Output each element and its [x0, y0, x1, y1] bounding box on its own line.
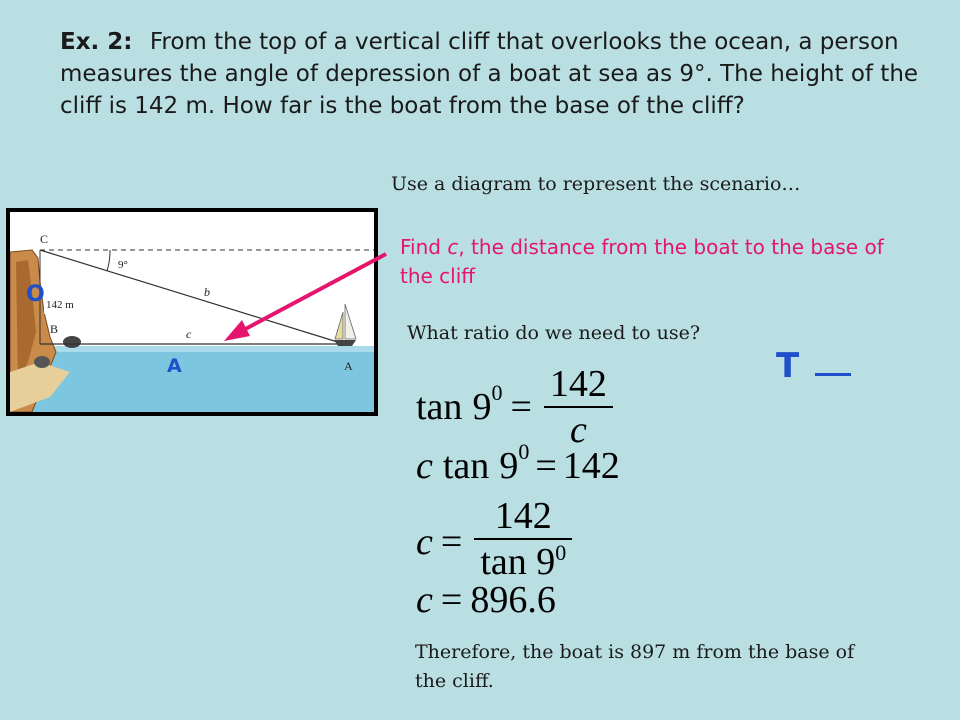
- eq1-nine: 9: [472, 386, 492, 428]
- eq4-result: 896.6: [470, 579, 556, 621]
- label-angle: 9°: [118, 259, 128, 271]
- eq3-c: c: [416, 520, 433, 563]
- label-c-vertex: C: [40, 232, 49, 246]
- rock-1: [34, 356, 50, 368]
- problem-text: From the top of a vertical cliff that overlooks the ocean, a person measures the angle of depression of a boat at sea as 9°. The height of the cliff is 142 m. How far is the boat from the base of the cliff?: [60, 29, 919, 119]
- eq2-value: 142: [562, 445, 620, 487]
- diagram-sea-highlight: [10, 346, 374, 352]
- eq1-degree: 0: [491, 380, 503, 405]
- rock-2: [63, 336, 81, 348]
- label-a-vertex: A: [344, 359, 353, 373]
- find-c-text: [400, 233, 900, 291]
- find-c-variable: c: [447, 235, 459, 259]
- eq2-equals: =: [535, 445, 557, 487]
- eq3-degree: 0: [555, 540, 567, 565]
- equation-3: [416, 494, 576, 589]
- cliff-diagram: [6, 208, 378, 416]
- cliff-diagram-svg: [10, 212, 374, 412]
- label-b-vertex: B: [50, 322, 59, 336]
- eq3-nine: 9: [536, 541, 556, 583]
- eq4-c: c: [416, 579, 433, 621]
- label-side-b: b: [204, 285, 210, 299]
- overlay-label-o: O: [26, 282, 45, 307]
- example-label: Ex. 2:: [60, 29, 133, 55]
- eq2-degree: 0: [518, 439, 530, 464]
- eq2-nine: 9: [499, 445, 519, 487]
- eq2-c: c: [416, 445, 433, 487]
- eq2-tan: tan: [442, 445, 490, 487]
- eq1-equals: =: [510, 386, 532, 428]
- eq4-equals: =: [440, 579, 463, 621]
- problem-statement: [60, 26, 930, 122]
- label-side-c: c: [186, 327, 192, 341]
- eq3-tan: tan: [480, 541, 527, 583]
- diagram-sea: [10, 346, 374, 412]
- eq1-tan: tan: [416, 386, 463, 428]
- equation-2: [416, 439, 620, 487]
- eq1-numerator: 142: [549, 363, 607, 405]
- equation-4: [416, 580, 556, 620]
- use-diagram-text: Use a diagram to represent the scenario…: [391, 173, 801, 195]
- label-height: 142 m: [46, 299, 74, 311]
- ratio-answer-blank: [815, 373, 851, 376]
- eq1-denominator: c: [569, 409, 587, 451]
- ratio-question: What ratio do we need to use?: [407, 322, 701, 344]
- eq3-equals: =: [440, 520, 463, 563]
- eq1-fraction: [544, 362, 613, 452]
- eq3-numerator: 142: [494, 495, 552, 537]
- conclusion-text: Therefore, the boat is 897 m from the base of the cliff.: [415, 641, 855, 692]
- find-c-prefix: Find: [400, 235, 448, 259]
- find-c-suffix: , the distance from the boat to the base of the cliff: [400, 235, 884, 288]
- overlay-label-a: A: [167, 355, 182, 377]
- ratio-answer: T: [776, 346, 800, 386]
- eq3-fraction: [474, 494, 572, 589]
- equation-1: [416, 362, 617, 452]
